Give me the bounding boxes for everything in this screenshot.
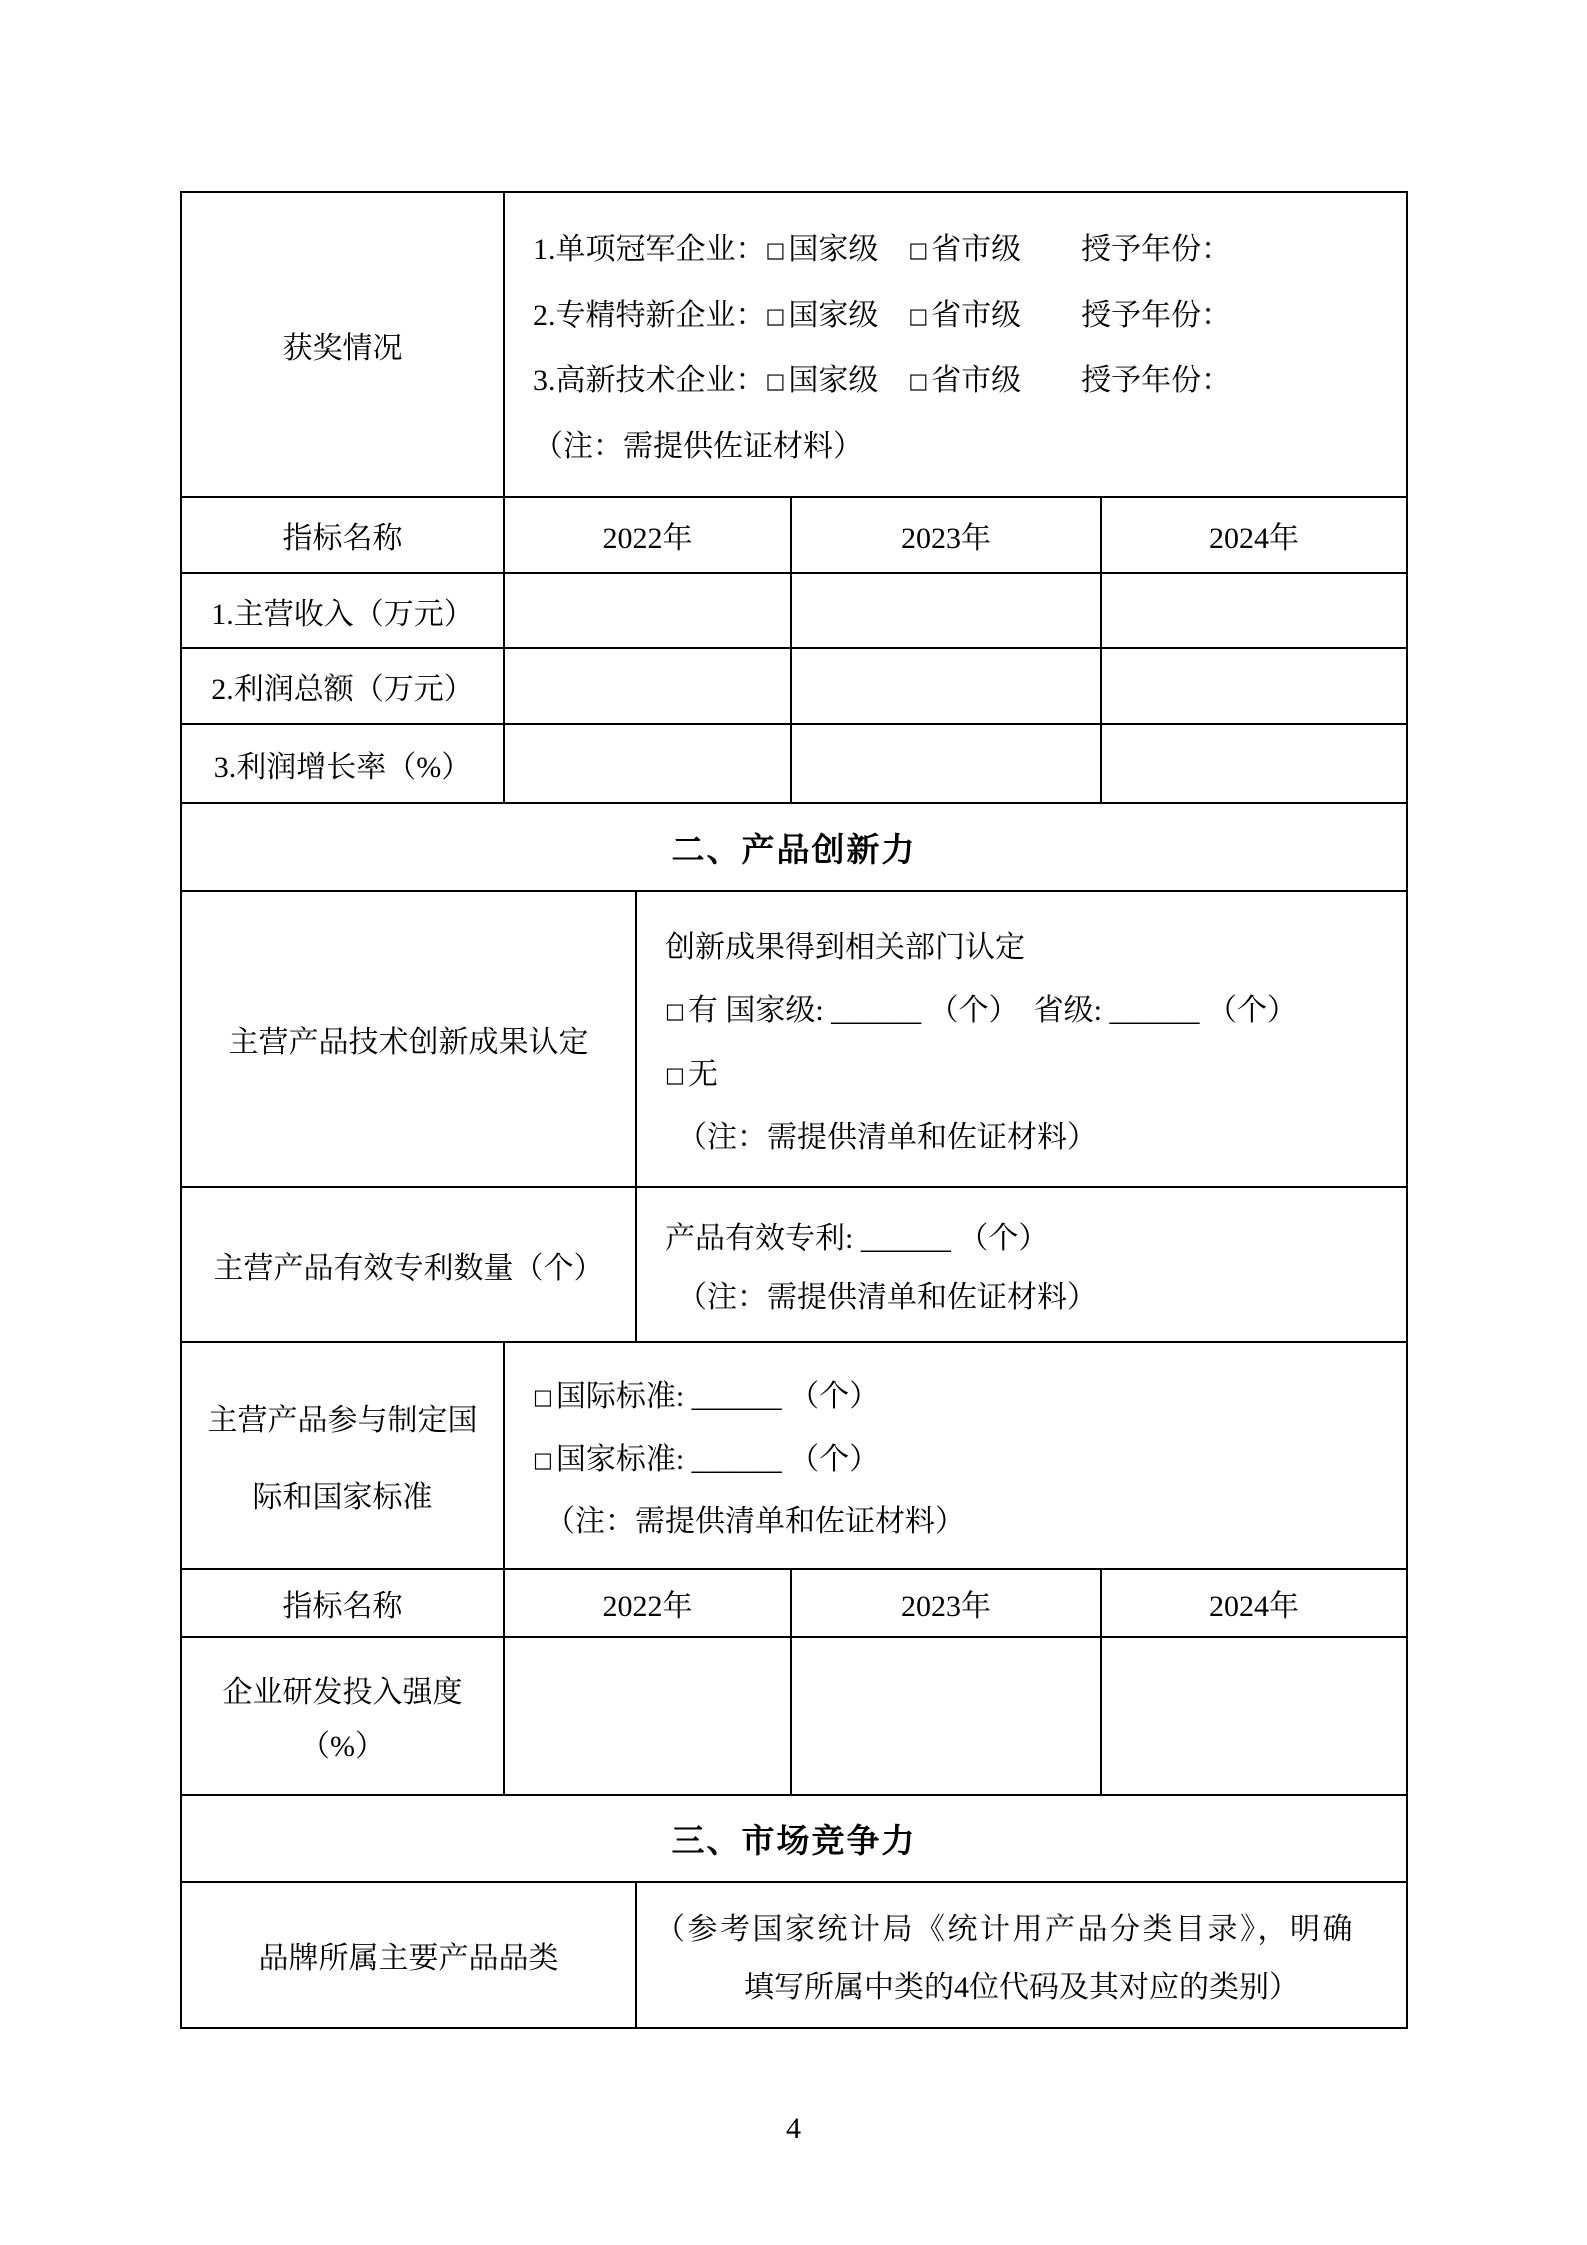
innovation-row bbox=[182, 890, 1406, 1186]
indicator-header-row-2 bbox=[182, 1568, 1406, 1636]
award-line-hightech: 3.高新技术企业：□ 国家级 □ 省市级 授予年份： bbox=[533, 364, 1232, 398]
checkbox-icon: □ bbox=[908, 369, 929, 394]
year-2023-header-2: 2023年 bbox=[790, 1570, 1100, 1636]
profit-growth-2024-cell bbox=[1100, 725, 1406, 802]
standards-content-cell bbox=[503, 1343, 1406, 1568]
standards-line-national: □ 国家标准: ______ （个） bbox=[533, 1442, 880, 1476]
form-table bbox=[180, 191, 1408, 2029]
innovation-line-intro: 创新成果得到相关部门认定 bbox=[665, 930, 1025, 964]
standards-label-line1: 主营产品参与制定国 bbox=[207, 1403, 478, 1437]
standards-row bbox=[182, 1341, 1406, 1568]
profit-row bbox=[182, 647, 1406, 723]
patent-row bbox=[182, 1186, 1406, 1341]
page-number: 4 bbox=[786, 2112, 801, 2145]
rd-2022-cell bbox=[503, 1638, 790, 1794]
award-label-cell bbox=[182, 193, 503, 496]
checkbox-icon: □ bbox=[665, 1062, 685, 1087]
profit-growth-2022-cell bbox=[503, 725, 790, 802]
award-line-champion: 1.单项冠军企业：□ 国家级 □ 省市级 授予年份： bbox=[533, 233, 1232, 267]
patent-content-cell bbox=[635, 1188, 1406, 1341]
award-content-cell bbox=[503, 193, 1406, 496]
patent-label-cell bbox=[182, 1188, 635, 1341]
section-2-header: 二、产品创新力 bbox=[182, 802, 1406, 890]
award-row bbox=[182, 193, 1406, 496]
standards-note: （注：需提供清单和佐证材料） bbox=[545, 1504, 965, 1538]
year-2022-header: 2022年 bbox=[503, 498, 790, 572]
award-label: 获奖情况 bbox=[282, 331, 403, 365]
rd-intensity-label-cell bbox=[182, 1638, 503, 1794]
revenue-row bbox=[182, 572, 1406, 647]
profit-growth-row bbox=[182, 723, 1406, 802]
checkbox-icon: □ bbox=[533, 1385, 553, 1410]
innovation-content-cell bbox=[635, 892, 1406, 1186]
innovation-line-yes: □ 有 国家级: ______ （个） 省级: ______ （个） bbox=[665, 994, 1298, 1028]
rd-intensity-row bbox=[182, 1636, 1406, 1794]
award-note: （注：需提供佐证材料） bbox=[533, 429, 863, 463]
standards-label-cell bbox=[182, 1343, 503, 1568]
year-2024-header-2: 2024年 bbox=[1100, 1570, 1406, 1636]
year-2023-header: 2023年 bbox=[790, 498, 1100, 572]
innovation-label: 主营产品技术创新成果认定 bbox=[228, 1026, 589, 1059]
revenue-label: 1.主营收入（万元） bbox=[211, 597, 474, 631]
section-3-header: 三、市场竞争力 bbox=[182, 1794, 1406, 1881]
rd-2024-cell bbox=[1100, 1638, 1406, 1794]
checkbox-icon: □ bbox=[765, 238, 786, 263]
patent-line-count: 产品有效专利: ______ （个） bbox=[665, 1222, 1049, 1255]
profit-2022-cell bbox=[503, 649, 790, 723]
checkbox-icon: □ bbox=[765, 303, 786, 328]
standards-label-line2: 际和国家标准 bbox=[252, 1481, 433, 1515]
innovation-line-no: □ 无 bbox=[665, 1057, 718, 1091]
year-2024-header: 2024年 bbox=[1100, 498, 1406, 572]
category-label: 品牌所属主要产品品类 bbox=[258, 1942, 559, 1975]
profit-2024-cell bbox=[1100, 649, 1406, 723]
indicator-name-header-2: 指标名称 bbox=[282, 1590, 403, 1623]
category-row bbox=[182, 1881, 1406, 2027]
checkbox-icon: □ bbox=[533, 1447, 553, 1472]
standards-line-international: □ 国际标准: ______ （个） bbox=[533, 1380, 880, 1414]
indicator-name-header: 指标名称 bbox=[282, 522, 403, 555]
checkbox-icon: □ bbox=[908, 238, 929, 263]
patent-note: （注：需提供清单和佐证材料） bbox=[677, 1281, 1097, 1314]
rd-intensity-label-line1: 企业研发投入强度 bbox=[222, 1675, 463, 1709]
innovation-note: （注：需提供清单和佐证材料） bbox=[677, 1121, 1097, 1155]
checkbox-icon: □ bbox=[908, 303, 929, 328]
category-line-1: （参考国家统计局《统计用产品分类目录》，明确 bbox=[655, 1913, 1355, 1947]
category-label-cell bbox=[182, 1883, 635, 2027]
category-content-cell bbox=[635, 1883, 1406, 2027]
rd-2023-cell bbox=[790, 1638, 1100, 1794]
indicator-header-row-1 bbox=[182, 496, 1406, 572]
profit-2023-cell bbox=[790, 649, 1100, 723]
profit-growth-label: 3.利润增长率（%） bbox=[213, 750, 472, 784]
profit-label: 2.利润总额（万元） bbox=[211, 673, 474, 706]
innovation-label-cell bbox=[182, 892, 635, 1186]
profit-growth-2023-cell bbox=[790, 725, 1100, 802]
checkbox-icon: □ bbox=[665, 999, 685, 1024]
year-2022-header-2: 2022年 bbox=[503, 1570, 790, 1636]
rd-intensity-label-line2: （%） bbox=[300, 1730, 385, 1764]
checkbox-icon: □ bbox=[765, 369, 786, 394]
revenue-2022-cell bbox=[503, 574, 790, 647]
category-line-2: 填写所属中类的4位代码及其对应的类别） bbox=[744, 1970, 1299, 2004]
revenue-2023-cell bbox=[790, 574, 1100, 647]
revenue-2024-cell bbox=[1100, 574, 1406, 647]
patent-label: 主营产品有效专利数量（个） bbox=[213, 1251, 604, 1285]
award-line-srdi: 2.专精特新企业：□ 国家级 □ 省市级 授予年份： bbox=[533, 298, 1232, 332]
